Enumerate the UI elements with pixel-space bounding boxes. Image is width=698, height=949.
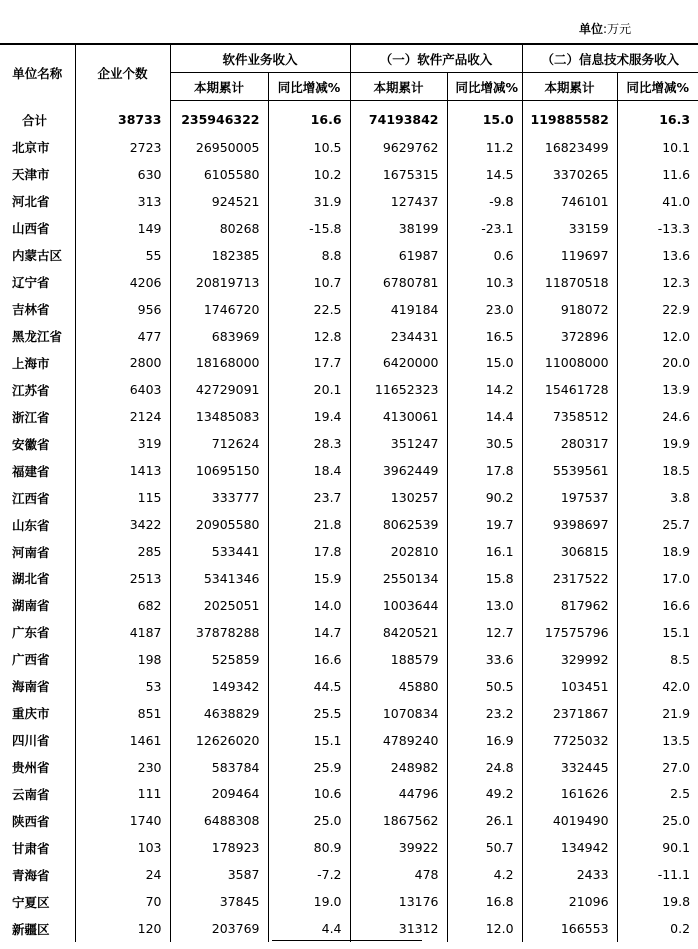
cell-prod-cum: 188579 <box>350 646 447 673</box>
table-row <box>0 592 698 619</box>
header-svc-cum: 本期累计 <box>522 73 617 101</box>
cell-sw-yoy: 10.7 <box>268 269 350 296</box>
cell-name: 甘肃省 <box>12 840 50 856</box>
cell-prod-yoy: 19.7 <box>447 511 522 538</box>
table-row <box>0 350 698 377</box>
cell-svc-yoy: 21.9 <box>617 700 698 727</box>
cell-name: 江苏省 <box>12 382 50 398</box>
cell-svc-yoy: 15.1 <box>617 619 698 646</box>
cell-prod-yoy: 13.0 <box>447 592 522 619</box>
table-row <box>0 296 698 323</box>
cell-count: 2800 <box>75 350 170 377</box>
cell-sw-cum: 525859 <box>170 646 268 673</box>
cell-sw-cum: 149342 <box>170 673 268 700</box>
header-sw-cum: 本期累计 <box>170 73 268 101</box>
cell-sw-cum: 203769 <box>170 915 268 942</box>
cell-name: 吉林省 <box>12 302 50 318</box>
cell-prod-cum: 31312 <box>350 915 447 942</box>
cell-prod-yoy: -23.1 <box>447 215 522 242</box>
table-row <box>0 188 698 215</box>
cell-name: 北京市 <box>12 140 50 156</box>
cell-prod-cum: 1070834 <box>350 700 447 727</box>
cell-sw-cum: 26950005 <box>170 134 268 161</box>
cell-svc-yoy: 12.0 <box>617 323 698 350</box>
cell-count: 24 <box>75 861 170 888</box>
table-row <box>0 242 698 269</box>
table-row <box>0 484 698 511</box>
cell-prod-cum: 478 <box>350 861 447 888</box>
cell-prod-yoy: 15.0 <box>447 350 522 377</box>
header-prod-cum: 本期累计 <box>350 73 447 101</box>
cell-prod-cum: 127437 <box>350 188 447 215</box>
cell-sw-yoy: 4.4 <box>268 915 350 942</box>
cell-prod-yoy: 50.5 <box>447 673 522 700</box>
cell-sw-yoy: -15.8 <box>268 215 350 242</box>
table-row <box>0 646 698 673</box>
cell-name: 上海市 <box>12 355 50 371</box>
cell-name: 广东省 <box>12 625 50 641</box>
cell-svc-yoy: 18.5 <box>617 457 698 484</box>
cell-prod-cum: 234431 <box>350 323 447 350</box>
cell-svc-cum: 7358512 <box>522 403 617 430</box>
cell-prod-yoy: 4.2 <box>447 861 522 888</box>
cell-sw-cum: 6488308 <box>170 807 268 834</box>
cell-count: 851 <box>75 700 170 727</box>
cell-svc-yoy: 19.8 <box>617 888 698 915</box>
cell-svc-cum: 119697 <box>522 242 617 269</box>
cell-sw-yoy: 17.7 <box>268 350 350 377</box>
cell-count: 3422 <box>75 511 170 538</box>
cell-sw-yoy: 15.1 <box>268 727 350 754</box>
total-count: 38733 <box>75 105 170 134</box>
cell-name: 新疆区 <box>12 921 50 937</box>
cell-prod-yoy: 49.2 <box>447 781 522 808</box>
cell-name: 宁夏区 <box>12 894 50 910</box>
table-row <box>0 619 698 646</box>
table-row <box>0 673 698 700</box>
cell-svc-cum: 161626 <box>522 781 617 808</box>
cell-name: 内蒙古区 <box>12 248 63 264</box>
cell-prod-yoy: 16.8 <box>447 888 522 915</box>
cell-svc-cum: 166553 <box>522 915 617 942</box>
cell-svc-yoy: 90.1 <box>617 834 698 861</box>
cell-count: 4206 <box>75 269 170 296</box>
cell-sw-yoy: 16.6 <box>268 646 350 673</box>
cell-sw-yoy: 10.6 <box>268 781 350 808</box>
cell-prod-yoy: 15.8 <box>447 565 522 592</box>
cell-prod-cum: 9629762 <box>350 134 447 161</box>
cell-svc-cum: 11870518 <box>522 269 617 296</box>
cell-sw-yoy: 12.8 <box>268 323 350 350</box>
cell-sw-yoy: 19.0 <box>268 888 350 915</box>
cell-sw-yoy: 19.4 <box>268 403 350 430</box>
cell-svc-yoy: 13.5 <box>617 727 698 754</box>
cell-name: 福建省 <box>12 463 50 479</box>
cell-count: 70 <box>75 888 170 915</box>
total-prod-yoy: 15.0 <box>447 105 522 134</box>
cell-svc-yoy: 27.0 <box>617 754 698 781</box>
cell-svc-cum: 16823499 <box>522 134 617 161</box>
cell-svc-yoy: 12.3 <box>617 269 698 296</box>
cell-svc-cum: 4019490 <box>522 807 617 834</box>
cell-sw-cum: 533441 <box>170 538 268 565</box>
cell-svc-cum: 280317 <box>522 430 617 457</box>
cell-name: 湖北省 <box>12 571 50 587</box>
cell-name: 浙江省 <box>12 409 50 425</box>
cell-sw-yoy: 31.9 <box>268 188 350 215</box>
cell-count: 115 <box>75 484 170 511</box>
cell-svc-cum: 372896 <box>522 323 617 350</box>
unit-label <box>579 20 631 37</box>
cell-svc-yoy: 25.0 <box>617 807 698 834</box>
cell-count: 2723 <box>75 134 170 161</box>
cell-sw-yoy: 10.5 <box>268 134 350 161</box>
cell-prod-cum: 8062539 <box>350 511 447 538</box>
header-sw-yoy: 同比增减% <box>268 73 350 101</box>
header-software-product: （一）软件产品收入 <box>350 44 522 73</box>
cell-sw-cum: 80268 <box>170 215 268 242</box>
cell-count: 111 <box>75 781 170 808</box>
cell-sw-cum: 20819713 <box>170 269 268 296</box>
cell-sw-cum: 333777 <box>170 484 268 511</box>
cell-count: 682 <box>75 592 170 619</box>
cell-name: 江西省 <box>12 490 50 506</box>
table-row <box>0 403 698 430</box>
cell-prod-cum: 4789240 <box>350 727 447 754</box>
cell-svc-yoy: -13.3 <box>617 215 698 242</box>
cell-prod-yoy: 23.0 <box>447 296 522 323</box>
cell-sw-cum: 18168000 <box>170 350 268 377</box>
cell-sw-yoy: 20.1 <box>268 376 350 403</box>
table-row <box>0 430 698 457</box>
cell-svc-yoy: 8.5 <box>617 646 698 673</box>
table-row <box>0 376 698 403</box>
cell-sw-yoy: 17.8 <box>268 538 350 565</box>
cell-sw-cum: 1746720 <box>170 296 268 323</box>
table-row <box>0 323 698 350</box>
table-row <box>0 457 698 484</box>
cell-sw-cum: 712624 <box>170 430 268 457</box>
cell-prod-yoy: 12.0 <box>447 915 522 942</box>
cell-sw-cum: 2025051 <box>170 592 268 619</box>
cell-svc-cum: 746101 <box>522 188 617 215</box>
cell-prod-yoy: 50.7 <box>447 834 522 861</box>
cell-name: 湖南省 <box>12 598 50 614</box>
unit-key: 单位 <box>579 22 604 36</box>
cell-prod-yoy: 14.4 <box>447 403 522 430</box>
cell-count: 477 <box>75 323 170 350</box>
cell-count: 1461 <box>75 727 170 754</box>
cell-sw-cum: 20905580 <box>170 511 268 538</box>
cell-svc-cum: 17575796 <box>522 619 617 646</box>
total-sw-yoy: 16.6 <box>268 105 350 134</box>
cell-sw-yoy: 25.0 <box>268 807 350 834</box>
cell-name: 安徽省 <box>12 436 50 452</box>
cell-prod-cum: 11652323 <box>350 376 447 403</box>
cell-svc-yoy: 20.0 <box>617 350 698 377</box>
cell-prod-cum: 1867562 <box>350 807 447 834</box>
table-row <box>0 269 698 296</box>
cell-count: 2124 <box>75 403 170 430</box>
header-software-income: 软件业务收入 <box>170 44 350 73</box>
cell-sw-yoy: 25.5 <box>268 700 350 727</box>
cell-prod-yoy: 12.7 <box>447 619 522 646</box>
cell-prod-yoy: 11.2 <box>447 134 522 161</box>
cell-sw-yoy: 14.7 <box>268 619 350 646</box>
cell-svc-yoy: 3.8 <box>617 484 698 511</box>
total-name: 合计 <box>22 112 48 128</box>
cell-prod-yoy: 10.3 <box>447 269 522 296</box>
cell-count: 198 <box>75 646 170 673</box>
cell-prod-cum: 248982 <box>350 754 447 781</box>
cell-prod-cum: 13176 <box>350 888 447 915</box>
cell-name: 贵州省 <box>12 760 50 776</box>
cell-svc-yoy: 13.6 <box>617 242 698 269</box>
cell-prod-cum: 419184 <box>350 296 447 323</box>
table-row <box>0 781 698 808</box>
cell-name: 陕西省 <box>12 813 50 829</box>
cell-sw-cum: 683969 <box>170 323 268 350</box>
cell-prod-cum: 45880 <box>350 673 447 700</box>
table-row <box>0 888 698 915</box>
cell-prod-yoy: 14.2 <box>447 376 522 403</box>
table-row <box>0 807 698 834</box>
cell-sw-yoy: 8.8 <box>268 242 350 269</box>
cell-prod-cum: 44796 <box>350 781 447 808</box>
cell-prod-cum: 38199 <box>350 215 447 242</box>
cell-sw-cum: 924521 <box>170 188 268 215</box>
cell-svc-yoy: 18.9 <box>617 538 698 565</box>
cell-count: 285 <box>75 538 170 565</box>
cell-prod-yoy: -9.8 <box>447 188 522 215</box>
footer-rule <box>272 940 422 941</box>
cell-prod-cum: 61987 <box>350 242 447 269</box>
cell-count: 53 <box>75 673 170 700</box>
cell-svc-yoy: 19.9 <box>617 430 698 457</box>
cell-sw-cum: 37845 <box>170 888 268 915</box>
cell-prod-yoy: 14.5 <box>447 161 522 188</box>
cell-sw-cum: 10695150 <box>170 457 268 484</box>
cell-svc-yoy: 41.0 <box>617 188 698 215</box>
cell-sw-cum: 37878288 <box>170 619 268 646</box>
table-row <box>0 538 698 565</box>
cell-svc-cum: 918072 <box>522 296 617 323</box>
cell-count: 1413 <box>75 457 170 484</box>
cell-count: 956 <box>75 296 170 323</box>
cell-svc-cum: 103451 <box>522 673 617 700</box>
cell-svc-yoy: 0.2 <box>617 915 698 942</box>
cell-prod-cum: 130257 <box>350 484 447 511</box>
cell-prod-yoy: 24.8 <box>447 754 522 781</box>
unit-value: 万元 <box>607 22 632 36</box>
cell-svc-yoy: 24.6 <box>617 403 698 430</box>
cell-sw-yoy: 23.7 <box>268 484 350 511</box>
cell-count: 6403 <box>75 376 170 403</box>
cell-svc-yoy: -11.1 <box>617 861 698 888</box>
cell-name: 云南省 <box>12 786 50 802</box>
cell-prod-yoy: 33.6 <box>447 646 522 673</box>
cell-count: 55 <box>75 242 170 269</box>
cell-name: 山西省 <box>12 221 50 237</box>
cell-sw-cum: 13485083 <box>170 403 268 430</box>
cell-name: 河北省 <box>12 194 50 210</box>
cell-svc-cum: 817962 <box>522 592 617 619</box>
table-row <box>0 511 698 538</box>
cell-svc-yoy: 16.6 <box>617 592 698 619</box>
cell-name: 海南省 <box>12 679 50 695</box>
table-row <box>0 727 698 754</box>
cell-prod-cum: 6780781 <box>350 269 447 296</box>
cell-svc-cum: 2433 <box>522 861 617 888</box>
cell-prod-cum: 351247 <box>350 430 447 457</box>
cell-name: 四川省 <box>12 733 50 749</box>
table-row <box>0 915 698 942</box>
cell-count: 319 <box>75 430 170 457</box>
cell-svc-cum: 197537 <box>522 484 617 511</box>
cell-prod-yoy: 0.6 <box>447 242 522 269</box>
cell-count: 630 <box>75 161 170 188</box>
cell-name: 河南省 <box>12 544 50 560</box>
cell-sw-yoy: 21.8 <box>268 511 350 538</box>
cell-count: 103 <box>75 834 170 861</box>
cell-name: 重庆市 <box>12 706 50 722</box>
cell-prod-cum: 39922 <box>350 834 447 861</box>
cell-svc-cum: 9398697 <box>522 511 617 538</box>
cell-sw-cum: 5341346 <box>170 565 268 592</box>
cell-svc-yoy: 22.9 <box>617 296 698 323</box>
header-count: 企业个数 <box>75 44 170 101</box>
cell-svc-cum: 329992 <box>522 646 617 673</box>
cell-name: 辽宁省 <box>12 275 50 291</box>
cell-prod-cum: 1003644 <box>350 592 447 619</box>
unit-separator: : <box>603 22 608 36</box>
cell-svc-yoy: 10.1 <box>617 134 698 161</box>
cell-sw-cum: 178923 <box>170 834 268 861</box>
cell-name: 青海省 <box>12 867 50 883</box>
cell-count: 149 <box>75 215 170 242</box>
table-row <box>0 161 698 188</box>
cell-prod-yoy: 16.5 <box>447 323 522 350</box>
cell-prod-yoy: 26.1 <box>447 807 522 834</box>
cell-sw-yoy: 18.4 <box>268 457 350 484</box>
software-income-table <box>0 43 698 942</box>
cell-svc-cum: 3370265 <box>522 161 617 188</box>
cell-sw-yoy: 14.0 <box>268 592 350 619</box>
cell-name: 山东省 <box>12 517 50 533</box>
cell-sw-yoy: 10.2 <box>268 161 350 188</box>
cell-sw-yoy: 15.9 <box>268 565 350 592</box>
cell-sw-cum: 4638829 <box>170 700 268 727</box>
cell-svc-yoy: 2.5 <box>617 781 698 808</box>
cell-svc-yoy: 25.7 <box>617 511 698 538</box>
total-sw-cum: 235946322 <box>170 105 268 134</box>
header-name: 单位名称 <box>0 44 75 101</box>
cell-svc-cum: 332445 <box>522 754 617 781</box>
table-row <box>0 565 698 592</box>
cell-svc-cum: 21096 <box>522 888 617 915</box>
cell-sw-cum: 209464 <box>170 781 268 808</box>
header-svc-yoy: 同比增减% <box>617 73 698 101</box>
cell-prod-cum: 8420521 <box>350 619 447 646</box>
header-prod-yoy: 同比增减% <box>447 73 522 101</box>
cell-prod-yoy: 17.8 <box>447 457 522 484</box>
cell-sw-cum: 3587 <box>170 861 268 888</box>
header-it-service: （二）信息技术服务收入 <box>522 44 698 73</box>
table-row <box>0 834 698 861</box>
cell-sw-cum: 583784 <box>170 754 268 781</box>
cell-sw-yoy: 44.5 <box>268 673 350 700</box>
cell-prod-cum: 202810 <box>350 538 447 565</box>
cell-count: 2513 <box>75 565 170 592</box>
cell-svc-cum: 134942 <box>522 834 617 861</box>
cell-svc-cum: 306815 <box>522 538 617 565</box>
cell-svc-cum: 2317522 <box>522 565 617 592</box>
cell-name: 黑龙江省 <box>12 329 63 345</box>
cell-svc-yoy: 11.6 <box>617 161 698 188</box>
table-row <box>0 215 698 242</box>
table-row <box>0 134 698 161</box>
table-row <box>0 700 698 727</box>
cell-prod-yoy: 30.5 <box>447 430 522 457</box>
cell-count: 120 <box>75 915 170 942</box>
cell-count: 4187 <box>75 619 170 646</box>
cell-svc-cum: 5539561 <box>522 457 617 484</box>
cell-prod-yoy: 90.2 <box>447 484 522 511</box>
cell-name: 天津市 <box>12 167 50 183</box>
cell-prod-cum: 3962449 <box>350 457 447 484</box>
cell-prod-yoy: 16.9 <box>447 727 522 754</box>
cell-count: 313 <box>75 188 170 215</box>
cell-svc-yoy: 17.0 <box>617 565 698 592</box>
cell-sw-yoy: -7.2 <box>268 861 350 888</box>
cell-prod-yoy: 16.1 <box>447 538 522 565</box>
cell-prod-cum: 1675315 <box>350 161 447 188</box>
total-row <box>0 105 698 134</box>
cell-sw-yoy: 28.3 <box>268 430 350 457</box>
cell-svc-cum: 33159 <box>522 215 617 242</box>
cell-prod-cum: 6420000 <box>350 350 447 377</box>
cell-svc-yoy: 42.0 <box>617 673 698 700</box>
cell-sw-cum: 42729091 <box>170 376 268 403</box>
cell-svc-yoy: 13.9 <box>617 376 698 403</box>
cell-sw-yoy: 80.9 <box>268 834 350 861</box>
cell-svc-cum: 7725032 <box>522 727 617 754</box>
cell-count: 1740 <box>75 807 170 834</box>
cell-count: 230 <box>75 754 170 781</box>
cell-sw-cum: 182385 <box>170 242 268 269</box>
total-prod-cum: 74193842 <box>350 105 447 134</box>
cell-prod-cum: 4130061 <box>350 403 447 430</box>
cell-prod-cum: 2550134 <box>350 565 447 592</box>
cell-sw-cum: 12626020 <box>170 727 268 754</box>
cell-svc-cum: 11008000 <box>522 350 617 377</box>
cell-name: 广西省 <box>12 652 50 668</box>
total-svc-yoy: 16.3 <box>617 105 698 134</box>
cell-sw-yoy: 22.5 <box>268 296 350 323</box>
total-svc-cum: 119885582 <box>522 105 617 134</box>
table-row <box>0 754 698 781</box>
cell-sw-yoy: 25.9 <box>268 754 350 781</box>
cell-prod-yoy: 23.2 <box>447 700 522 727</box>
table-row <box>0 861 698 888</box>
cell-svc-cum: 2371867 <box>522 700 617 727</box>
cell-sw-cum: 6105580 <box>170 161 268 188</box>
cell-svc-cum: 15461728 <box>522 376 617 403</box>
